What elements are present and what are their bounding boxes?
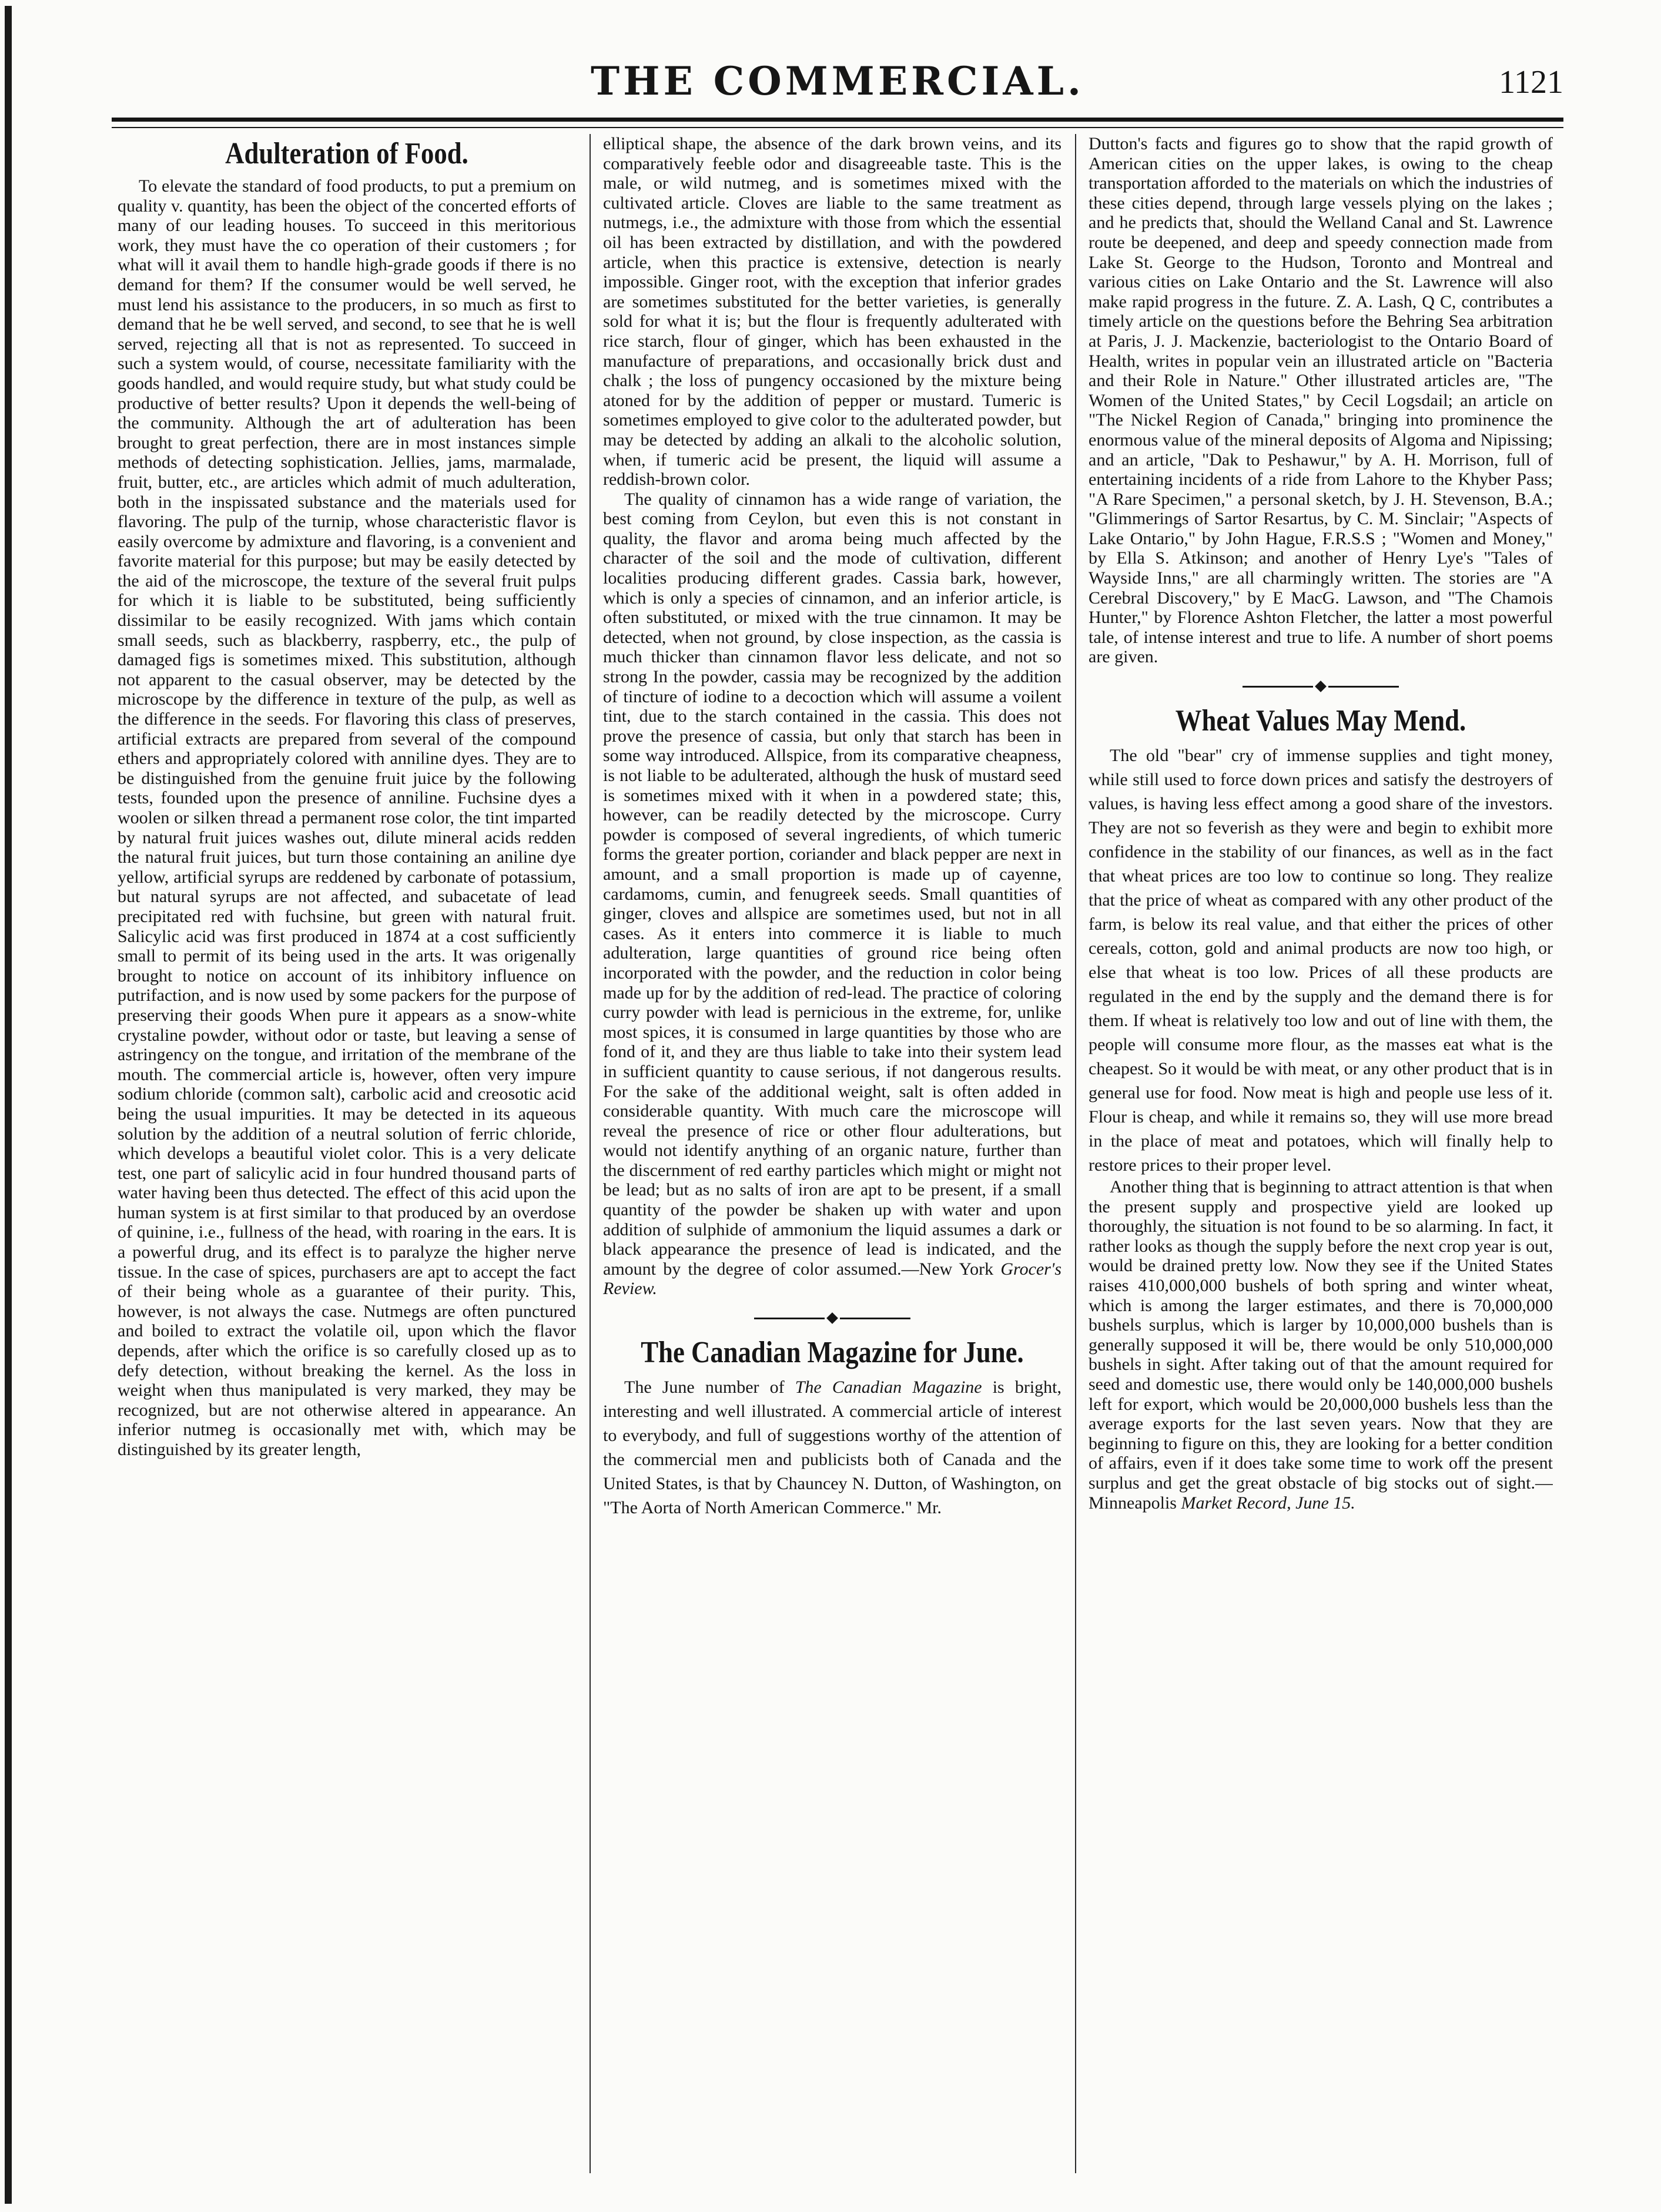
article-paragraph: elliptical shape, the absence of the dark brown veins, and its comparatively feeble odor and disagreeable taste. This is the male, or wild nutmeg, and is sometimes mixed with the cultivated article. Cloves are liable to the same treatment as nutmegs, i.e., the admixture with those from which the essential oil has been extracted by distillation, and with the powdered article, when this practice is extensive, detection is nearly impossible. Ginger root, with the exception that inferior grades are sometimes substituted for the better varieties, is generally sold for what it is; but the flour is frequently adulterated with rice starch, flour of ginger, which has been exhausted in the manufacture of preparations, and occasionally brick dust and chalk ; the loss of pungency occasioned by the mixture being atoned for by the addition of pepper or mustard. Tumeric is sometimes employed to give color to the adulterated powder, but may be detected by adding an alkali to the alcoholic solution, when, if tumeric acid be present, the liquid will assume a reddish-brown color.: [603, 134, 1061, 490]
header-rule-thin: [112, 127, 1563, 128]
paragraph-text: is bright, interesting and well illustrated. A commercial article of interest to everybody, and full of suggestions worthy of the attention of the commercial men and publicists both of Canada and the United States, is that by Chauncey N. Dutton, of Washington, on "The Aorta of North American Commerce." Mr.: [603, 1378, 1061, 1518]
article-paragraph: The old "bear" cry of immense supplies and tight money, while still used to force down prices and satisfy the destroyers of values, is having less effect among a good share of the investors. They are not so feverish as they were and begin to exhibit more confidence in the stability of our finances, as well as in the fact that wheat prices are too low to continue so long. They realize that the price of wheat as compared with any other product of the farm, is below its real value, and that either the prices of other cereals, cotton, gold and animal products are now too high, or else that wheat is too low. Prices of all these products are regulated in the end by the supply and the demand there is for them. If wheat is relatively too low and out of line with them, the people will consume more flour, as the masses eat what is the cheapest. So it would be with meat, or any other product that is in general use for food. Now meat is high and people use less of it. Flour is cheap, and while it remains so, they will use more bread in the place of meat and potatoes, which will finally help to restore prices to their proper level.: [1089, 746, 1553, 1175]
source-credit: Grocer's Review.: [603, 1259, 1061, 1299]
section-divider: [1089, 682, 1553, 691]
section-divider: [603, 1314, 1061, 1322]
article-paragraph: To elevate the standard of food products, to put a premium on quality v. quantity, has been the object of the concerted efforts of many of our leading houses. To succeed in this meritorious work, they must have the co operation of their customers ; for what will it avail them to handle high-grade goods if there is no demand for them? If the consumer would be well served, he must lend his assistance to the producers, in so much as first to demand that he be well served, and second, to see that he is well served, rejecting all that is not as represented. To succeed in such a system would, of course, necessitate familiarity with the goods handled, and would require study, but what study could be productive of better results? Upon it depends the well-being of the community. Although the art of adulteration has been brought to great perfection, there are in most instances simple methods of detecting sophistication. Jellies, jams, marmalade, fruit, butter, etc., are articles which admit of much adulteration, both in the inspissated substance and the materials used for flavoring. The pulp of the turnip, whose characteristic flavor is easily overcome by admixture and flavoring, is a convenient and favorite material for this purpose; but may be easily detected by the aid of the microscope, the texture of the several fruit pulps for which it is liable to be substituted, being sufficiently dissimilar to be easily recognized. With jams which contain small seeds, such as blackberry, raspberry, etc., the pulp of damaged figs is sometimes mixed. This substitution, although not apparent to the casual observer, may be detected by the microscope by the difference in texture of the pulp, as well as the difference in the seeds. For flavoring this class of preserves, artificial extracts are prepared from several of the compound ethers and appropriately colored with anniline dyes. They are to be distinguished from the genuine fruit juice by the following tests, founded upon the presence of anniline. Fuchsine dyes a woolen or silken thread a permanent rose color, the tint imparted by natural fruit juices washes out, dilute mineral acids redden the natural fruit juices, but turn those containing an aniline dye yellow, artificial syrups are reddened by carbonate of potassium, but natural syrups are not affected, and subacetate of lead precipitated red with fuchsine, but green with natural fruit. Salicylic acid was first produced in 1874 at a cost sufficiently small to permit of its being used in the arts. It was origenally brought to notice on account of its inhibitory influence on putrifaction, and is now used by some packers for the purpose of preserving their goods When pure it appears as a snow-white crystaline powder, without odor or taste, but leaving a sense of astringency on the tongue, and irritation of the membrane of the mouth. The commercial article is, however, often very impure sodium chloride (common salt), carbolic acid and creosotic acid being the usual impurities. It may be detected in its aqueous solution by the addition of a neutral solution of ferric chloride, which develops a beautiful violet color. This is a very delicate test, one part of salicylic acid in four hundred thousand parts of water having been thus detected. The effect of this acid upon the human system is at first similar to that produced by an overdose of quinine, i.e., fullness of the head, with roaring in the ears. It is a powerful drug, and its effect is to paralyze the higher nerve tissue. In the case of spices, purchasers are apt to accept the fact of their being whole as a guarantee of their purity. This, however, is not always the case. Nutmegs are often punctured and boiled to extract the volatile oil, upon which the flavor depends, after which the orifice is so carefully closed up as to defy detection, without breaking the kernel. As the loss in weight when thus manipulated is very marked, they may be recognized, but are not otherwise altered in appearance. An inferior nutmeg is occasionally met with, which may be distinguished by its greater length,: [118, 176, 576, 1459]
binding-edge: [5, 6, 12, 2204]
page-number: 1121: [1499, 64, 1563, 100]
article-title-wheat-values: Wheat Values May Mend.: [1175, 704, 1466, 738]
paragraph-text: Another thing that is beginning to attract attention is that when the present supply and prospective yield are looked up thoroughly, the situation is not found to be so alarming. In fact, it rather looks as though the supply before the next crop year is out, would be drained pretty low. Now they see if the United States raises 410,000,000 bushels of both spring and winter wheat, which is among the larger estimates, and there is 70,000,000 bushels surplus, which is larger by 10,000,000 bushels than is generally supposed it will be, there would be only 510,000,000 bushels in sight. After taking out of that the amount required for seed and domestic use, there would only be 140,000,000 bushels left for export, which would be 20,000,000 bushels less than the average exports for the last seven years. Now that they are beginning to figure on this, they are looking for a better condition of affairs, even if it does take some time to work off the present surplus and get the great obstacle of big stocks out of sight.—Minneapolis: [1089, 1177, 1553, 1513]
article-paragraph: [1089, 1177, 1553, 1513]
source-credit: Market Record, June 15.: [1181, 1493, 1355, 1513]
column-3: [1089, 134, 1553, 2173]
masthead: THE COMMERCIAL.: [590, 58, 1085, 104]
article-paragraph: Dutton's facts and figures go to show that the rapid growth of American cities on the upper lakes, is owing to the cheap transportation afforded to the materials on which the industries of these cities depend, through large vessels plying on the lakes ; and he predicts that, should the Welland Canal and St. Lawrence route be deepened, and deep and speedy connection made from Lake St. George to the Hudson, Toronto and Montreal and various cities on Lake Ontario and the St. Lawrence will also make rapid progress in the future. Z. A. Lash, Q C, contributes a timely article on the questions before the Behring Sea arbitration at Paris, J. J. Mackenzie, bacteriologist to the Ontario Board of Health, writes in popular vein an illustrated article on "Bacteria and their Role in Nature." Other illustrated articles are, "The Women of the United States," by Cecil Logsdail; an article on "The Nickel Region of Canada," bringing into prominence the enormous value of the mineral deposits of Algoma and Nipissing; and an article, "Dak to Peshawur," by A. H. Morrison, full of entertaining incidents of a ride from Lahore to the Khyber Pass; "A Rare Specimen," a personal sketch, by J. H. Stevenson, B.A.; "Glimmerings of Sartor Resartus, by C. M. Sinclair; "Aspects of Lake Ontario," by John Hague, F.R.S.S ; "Women and Money," by Ella S. Atkinson; and another of Henry Lye's "Tales of Wayside Inns," are all charmingly written. The stories are "A Cerebral Discovery," by E MacG. Lawson, and "The Chamois Hunter," by Florence Ashton Fletcher, the latter a most powerful tale, of intense interest and true to life. A number of short poems are given.: [1089, 134, 1553, 667]
column-rule: [590, 134, 591, 2173]
article-paragraph: [603, 490, 1061, 1299]
column-1: [118, 134, 576, 2173]
paragraph-text: The June number of: [624, 1378, 795, 1397]
magazine-name: The Canadian Magazine: [795, 1378, 982, 1397]
column-rule: [1075, 134, 1076, 2173]
article-title-canadian-magazine: The Canadian Magazine for June.: [641, 1336, 1024, 1370]
article-paragraph: [603, 1375, 1061, 1520]
column-2: [603, 134, 1061, 2173]
page-header: [112, 56, 1563, 106]
paragraph-text: The quality of cinnamon has a wide range of variation, the best coming from Ceylon, but even this is not constant in quality, the flavor and aroma being much affected by the character of the soil and the mode of cultivation, different localities producing different grades. Cassia bark, however, which is only a species of cinnamon, and an inferior article, is often substituted, or mixed with the true cinnamon. It may be detected, when not ground, by close inspection, as the cassia is much thicker than cinnamon flavor less delicate, and not so strong In the powder, cassia may be recognized by the addition of tincture of iodine to a decoction which will assume a voilent tint, due to the starch contained in the cassia. This does not prove the presence of cassia, but only that starch has been in some way introduced. Allspice, from its comparative cheapness, is not liable to be adulterated, although the husk of mustard seed is sometimes mixed with it when in a powdered state; this, however, can be readily detected by the microscope. Curry powder is composed of several ingredients, of which tumeric forms the greater portion, coriander and black pepper are next in amount, and a small proportion is made up of cayenne, cardamoms, cumin, and fenugreek seeds. Small quantities of ginger, cloves and allspice are sometimes used, but not in all cases. As it enters into commerce it is liable to much adulteration, large quantities of ground rice being often incorporated with the powder, and the reduction in color being made up for by the addition of red-lead. The practice of coloring curry powder with lead is pernicious in the extreme, for, unlike most spices, it is consumed in large quantities by those who are fond of it, and they are thus liable to take into their system lead in sufficient quantity to cause serious, if not dangerous results. For the sake of the additional weight, salt is often added in considerable quantity. With much care the microscope will reveal the presence of rice or other flour adulterations, but would not identify anything of an organic nature, further than the discernment of red earthy particles which might or might not be lead; but as no salts of iron are apt to be present, if a small quantity of the powder be shaken up with water and upon addition of sulphide of ammonium the liquid assumes a dark or black appearance the presence of lead is indicated, and the amount by the degree of color assumed.—New York: [603, 489, 1061, 1279]
article-title-adulteration: Adulteration of Food.: [225, 137, 468, 170]
header-rule-thick: [112, 118, 1563, 122]
